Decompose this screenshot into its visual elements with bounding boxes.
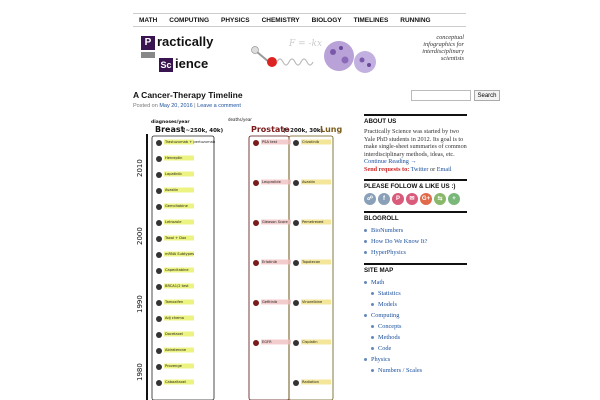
email-link[interactable]: Email — [436, 165, 452, 173]
email-icon[interactable]: ✉ — [406, 193, 418, 205]
entry-label: Docetaxel — [165, 332, 183, 336]
column-prostate-title: Prostate — [251, 125, 290, 134]
nav-item-chemistry[interactable]: CHEMISTRY — [261, 17, 300, 24]
about-widget-title: ABOUT US — [364, 114, 467, 125]
entry-marker — [156, 332, 162, 338]
entry-label: mRNA Subtypes — [165, 252, 195, 256]
entry-marker — [253, 140, 259, 146]
prostate-column-frame — [249, 136, 289, 400]
entry-marker — [253, 180, 259, 186]
entry-marker — [156, 252, 162, 258]
sitemap-link[interactable]: Models — [378, 301, 397, 308]
page-wrapper — [133, 10, 497, 400]
nav-item-biology[interactable]: BIOLOGY — [311, 17, 342, 24]
entry-marker — [156, 220, 162, 226]
entry-marker — [293, 300, 299, 306]
logo-tile-sc: Sc — [160, 60, 172, 70]
entry-marker — [293, 340, 299, 346]
sitemap-item[interactable] — [364, 310, 467, 321]
sitemap-item[interactable] — [364, 365, 467, 376]
social-icons — [364, 193, 467, 205]
entry-marker — [156, 156, 162, 162]
column-prostate-count: (~200k, 30k) — [283, 128, 324, 134]
sitemap-item[interactable] — [364, 288, 467, 299]
sitemap-item[interactable] — [364, 299, 467, 310]
entry-marker — [156, 204, 162, 210]
entry-label: Avastin — [302, 180, 316, 184]
entry-marker — [293, 380, 299, 386]
entry-marker — [293, 140, 299, 146]
entry-label: Radiation — [302, 380, 319, 384]
entry-marker — [156, 188, 162, 194]
year-label-2010: 2010 — [136, 159, 144, 177]
entry-label: Leuprolide — [262, 180, 281, 184]
post-date-link[interactable]: May 20, 2016 — [159, 103, 193, 109]
diagnoses-label: diagnoses/year — [151, 120, 190, 125]
entry-marker — [156, 364, 162, 370]
entry-marker — [156, 236, 162, 242]
infographic-svg — [133, 117, 343, 400]
blogroll-list — [364, 225, 467, 258]
entry-marker — [293, 220, 299, 226]
blogroll-widget-title: BLOGROLL — [364, 211, 467, 222]
logo-bar — [141, 52, 155, 58]
entry-label: Gemcitabine — [165, 204, 188, 208]
sitemap-link[interactable]: Methods — [378, 334, 401, 341]
year-label-1980: 1980 — [136, 363, 144, 381]
sitemap-link[interactable]: Concepts — [378, 323, 402, 330]
header-banner[interactable] — [133, 30, 466, 82]
lung-column-frame — [289, 136, 333, 400]
entry-label: BRCA1/2 test — [165, 284, 189, 288]
sitemap-item[interactable] — [364, 321, 467, 332]
blogroll-link-bionumbers[interactable]: BioNumbers — [371, 227, 404, 234]
year-label-2000: 2000 — [136, 227, 144, 245]
entry-label: Avastin — [165, 188, 179, 192]
entry-marker — [156, 300, 162, 306]
sitemap-list — [364, 277, 467, 376]
entry-marker — [156, 140, 162, 146]
nav-item-running[interactable]: RUNNING — [400, 17, 431, 24]
entry-label: EGFR — [262, 340, 272, 344]
timeline-entries — [156, 140, 331, 387]
entry-label: Trastuzumab + pertuzumab — [165, 140, 216, 144]
site-logo[interactable] — [137, 32, 217, 80]
logo-word-ience: ience — [175, 56, 209, 71]
search-button[interactable]: Search — [474, 90, 500, 101]
entry-marker — [156, 172, 162, 178]
entry-label: Cabazitaxel — [165, 380, 186, 384]
twitter-link[interactable]: Twitter — [410, 165, 429, 173]
post-title[interactable]: A Cancer-Therapy Timeline — [133, 90, 243, 100]
sitemap-link[interactable]: Code — [378, 345, 392, 352]
entry-marker — [253, 340, 259, 346]
entry-marker — [156, 268, 162, 274]
entry-marker — [156, 284, 162, 290]
column-breast-title: Breast — [155, 125, 185, 134]
sitemap-link[interactable]: Math — [371, 279, 385, 286]
cancer-timeline-infographic[interactable] — [133, 117, 343, 400]
entry-label: Herceptin — [165, 156, 183, 160]
entry-label: Topotecan — [302, 260, 321, 264]
column-lung-title: Lung — [320, 125, 343, 134]
entry-marker — [253, 220, 259, 226]
post-meta-prefix: Posted on — [133, 103, 158, 109]
sidebar — [364, 114, 467, 376]
main-nav — [133, 13, 466, 27]
sitemap-item[interactable] — [364, 354, 467, 365]
continue-reading-link[interactable]: Continue Reading → — [364, 158, 417, 165]
blogroll-link-how-do-we-know[interactable]: How Do We Know It? — [371, 238, 428, 245]
pinterest-icon[interactable]: P — [392, 193, 404, 205]
entry-label: Taxol + Dox — [165, 236, 187, 240]
entry-label: Gefitinib — [262, 300, 278, 304]
sitemap-item[interactable] — [364, 343, 467, 354]
nav-item-physics[interactable]: PHYSICS — [221, 17, 250, 24]
or-text: or — [430, 165, 436, 173]
entry-label: PSA test — [262, 140, 278, 144]
column-breast-count: (~250k, 40k) — [183, 128, 224, 134]
nav-item-math[interactable]: MATH — [139, 17, 158, 24]
entry-marker — [156, 348, 162, 354]
logo-word-ractically: ractically — [157, 34, 214, 49]
blogroll-item[interactable] — [364, 236, 467, 247]
post-meta — [133, 103, 241, 109]
send-requests-label: Send requests to: — [364, 165, 410, 173]
header-formula: F = -kx — [289, 39, 323, 49]
facebook-icon[interactable]: f — [378, 193, 390, 205]
about-body: Practically Science was started by two Yale PhD students in 2012. Its goal is to make single-sheet summaries of common interdisciplinary methods, ideas, etc. — [364, 128, 467, 158]
rss-icon[interactable]: ☍ — [364, 193, 376, 205]
logo-tile-p: P — [141, 36, 155, 50]
follow-widget-title: PLEASE FOLLOW & LIKE US :) — [364, 179, 467, 190]
leave-comment-link[interactable]: Leave a comment — [197, 103, 241, 109]
sitemap-link[interactable]: Physics — [371, 356, 391, 363]
entry-label: Capecitabine — [165, 268, 189, 272]
post-meta-separator: | — [194, 103, 196, 109]
entry-label: Abiraterone — [165, 348, 187, 352]
nav-item-timelines[interactable]: TIMELINES — [353, 17, 389, 24]
share-icon[interactable]: ⇆ — [434, 193, 446, 205]
sitemap-link[interactable]: Statistics — [378, 290, 401, 297]
about-text — [364, 128, 467, 173]
sitemap-link[interactable]: Computing — [371, 312, 400, 319]
entry-marker — [293, 260, 299, 266]
sitemap-item[interactable] — [364, 332, 467, 343]
sitemap-widget-title: SITE MAP — [364, 263, 467, 274]
entry-label: Tamoxifen — [165, 300, 184, 304]
sitemap-link[interactable]: Numbers / Scales — [378, 367, 423, 374]
search-form — [411, 90, 500, 101]
blogroll-link-hyperphysics[interactable]: HyperPhysics — [371, 249, 406, 256]
entry-label: Adj chemo — [165, 316, 184, 320]
entry-marker — [156, 380, 162, 386]
entry-marker — [156, 316, 162, 322]
entry-label: Vinorelbine — [302, 300, 323, 304]
blogroll-item[interactable] — [364, 247, 467, 258]
sitemap-item[interactable] — [364, 277, 467, 288]
entry-label: Provenge — [165, 364, 182, 368]
entry-marker — [253, 260, 259, 266]
entry-label: Letrozole — [165, 220, 182, 224]
search-input[interactable] — [411, 90, 471, 101]
header-illustration — [241, 32, 381, 80]
year-label-1990: 1990 — [136, 295, 144, 313]
entry-label: Cisplatin — [302, 340, 318, 344]
entry-label: Gleason Score — [262, 220, 288, 224]
entry-label: Pemetrexed — [302, 220, 324, 224]
entry-label: Lapatinib — [165, 172, 182, 176]
deaths-label: deaths/year — [228, 117, 252, 122]
blogroll-item[interactable] — [364, 225, 467, 236]
nav-item-computing[interactable]: COMPUTING — [169, 17, 210, 24]
entry-marker — [253, 300, 259, 306]
entry-label: Erlotinib — [262, 260, 277, 264]
googleplus-icon[interactable]: G+ — [420, 193, 432, 205]
entry-marker — [293, 180, 299, 186]
entry-label: Crizotinib — [302, 140, 320, 144]
plus-icon[interactable]: + — [448, 193, 460, 205]
site-tagline: conceptual infographics for interdisciplinary scientists — [422, 34, 464, 62]
